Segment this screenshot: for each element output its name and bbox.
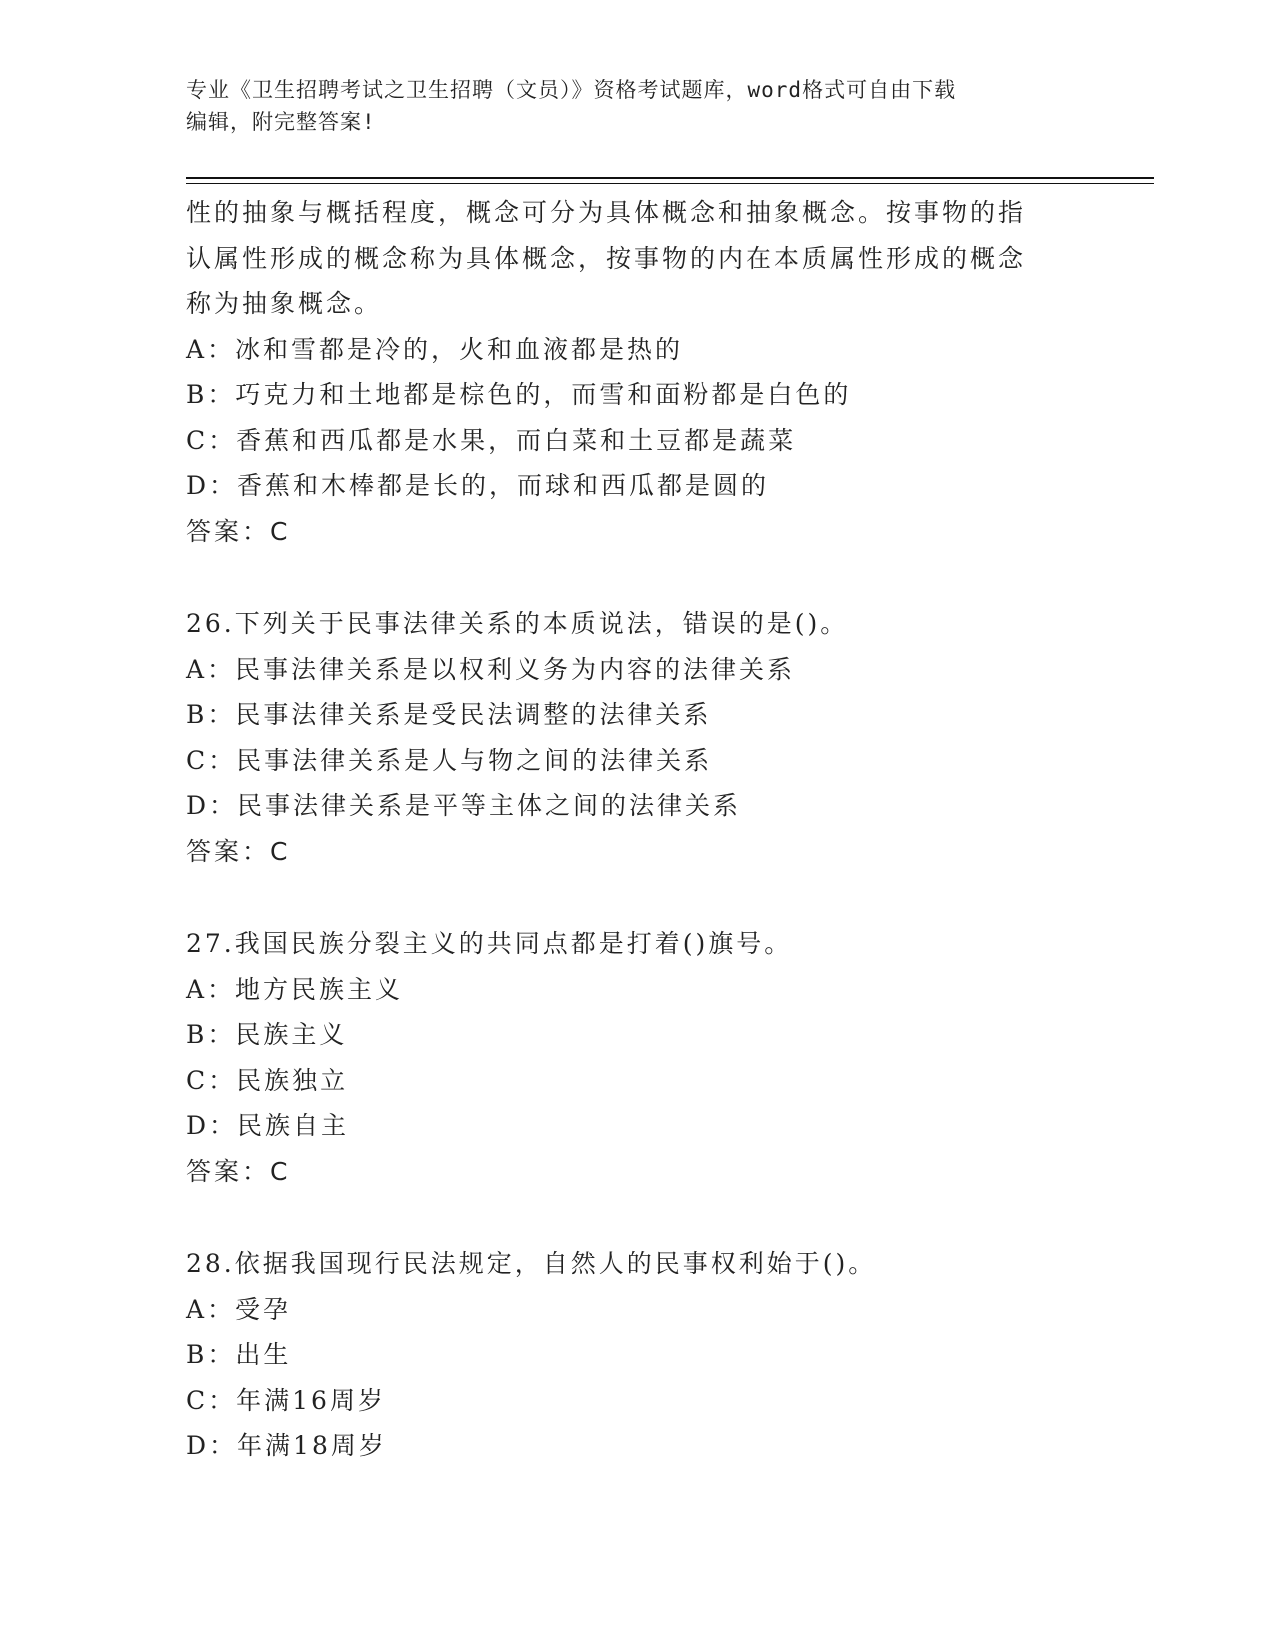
option-d: D：香蕉和木棒都是长的，而球和西瓜都是圆的	[186, 471, 770, 500]
question-stem: 26.下列关于民事法律关系的本质说法，错误的是()。	[186, 609, 849, 638]
header-line-1: 专业《卫生招聘考试之卫生招聘（文员）》资格考试题库，word格式可自由下载	[186, 78, 957, 102]
document-header	[186, 74, 1066, 138]
answer-label: 答案：C	[186, 1156, 291, 1186]
option-b: B：巧克力和土地都是棕色的，而雪和面粉都是白色的	[186, 380, 852, 409]
option-c: C：年满16周岁	[186, 1385, 386, 1415]
option-a: A：受孕	[186, 1294, 292, 1324]
option-d: D：民族自主	[186, 1111, 350, 1140]
option-a: A：冰和雪都是冷的，火和血液都是热的	[186, 334, 684, 364]
option-c: C：民事法律关系是人与物之间的法律关系	[186, 745, 713, 775]
option-c: C：民族独立	[186, 1065, 349, 1095]
question-26	[186, 601, 1066, 874]
header-divider-thin	[186, 183, 1154, 184]
option-b: B：民族主义	[186, 1020, 348, 1049]
header-divider-thick	[186, 177, 1154, 179]
question-27	[186, 921, 1066, 1194]
question-28	[186, 1241, 1066, 1469]
answer-label: 答案：C	[186, 836, 291, 866]
question-text-line: 认属性形成的概念称为具体概念，按事物的内在本质属性形成的概念	[186, 243, 1027, 273]
option-b: B：民事法律关系是受民法调整的法律关系	[186, 700, 712, 729]
question-continued	[186, 190, 1066, 554]
option-b: B：出生	[186, 1340, 292, 1369]
header-line-2: 编辑，附完整答案!	[186, 110, 376, 134]
option-c: C：香蕉和西瓜都是水果，而白菜和土豆都是蔬菜	[186, 425, 797, 455]
question-stem: 28.依据我国现行民法规定，自然人的民事权利始于()。	[186, 1249, 877, 1278]
answer-label: 答案：C	[186, 516, 291, 546]
document-body	[186, 190, 1066, 1469]
question-text-line: 性的抽象与概括程度，概念可分为具体概念和抽象概念。按事物的指	[186, 198, 1027, 227]
option-a: A：民事法律关系是以权利义务为内容的法律关系	[186, 654, 796, 684]
option-d: D：年满18周岁	[186, 1431, 387, 1460]
option-a: A：地方民族主义	[186, 974, 404, 1004]
question-stem: 27.我国民族分裂主义的共同点都是打着()旗号。	[186, 929, 793, 958]
question-text-line: 称为抽象概念。	[186, 289, 383, 318]
option-d: D：民事法律关系是平等主体之间的法律关系	[186, 791, 742, 820]
